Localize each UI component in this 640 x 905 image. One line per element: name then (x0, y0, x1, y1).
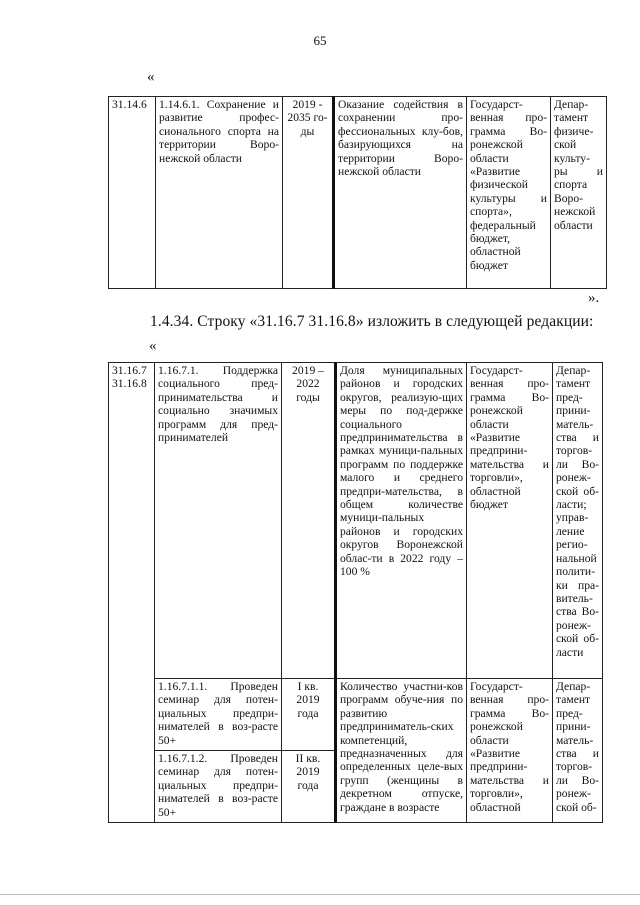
amendment-heading: 1.4.34. Строку «31.16.7 31.16.8» изложить в следующей редакции: (150, 313, 594, 330)
cell-funding-source: Государст-венная про-грамма Во-ронежской области «Развитие физической культуры и спорта», федеральный бюджет, областной бюджет (467, 97, 551, 289)
cell-subactivity-2-name: 1.16.7.1.2. Проведен семинар для потен-циальных предпри-нимателей в воз-расте 50+ (155, 751, 282, 823)
cell-executor: Депар-тамент физиче-ской культу-ры и спорта Воро-нежской области (551, 97, 607, 289)
table-row-31-16-7 (108, 362, 603, 823)
code-31-16-8: 31.16.8 (112, 377, 147, 391)
cell-codes (109, 363, 155, 823)
table-row-31-14-6 (108, 96, 607, 289)
cell-period: 2019 - 2035 го-ды (283, 97, 334, 289)
cell-subactivity-1-period: I кв. 2019 года (282, 679, 336, 751)
code-31-16-7: 31.16.7 (112, 364, 147, 377)
cell-description: Оказание содействия в сохранении про-фессиональных клу-бов, базирующихся на территории Воро-нежской области (334, 97, 467, 289)
cell-sub-executor: Депар-тамент пред-прини-матель-ства и торгов-ли Во-ронеж-ской об- (553, 679, 603, 823)
cell-activity-name: 1.14.6.1. Сохранение и развитие профес-сионального спорта на территории Воро-нежской области (156, 97, 283, 289)
cell-sub-description: Количество участни-ков программ обуче-ния по развитию предприниматель-ских компетенций, предназначенных для определенных целе-вых групп (женщины в декретном отпуске, граждане в возрасте (336, 679, 467, 823)
cell-sub-funding-source: Государст-венная про-грамма Во-ронежской области «Развитие предприни-мательства и торговли», областной (467, 679, 553, 823)
page-bottom-edge (0, 894, 640, 895)
cell-description: Доля муниципальных районов и городских округов, реализую-щих меры по под-держке социального предпринимательства в рамках муници-пальных программ по поддержке малого и среднего предпри-мательства, в общем количестве муници-пальных районов и городских округов Воронежской облас-ти в 2022 году – 100 % (336, 363, 467, 679)
cell-executor: Депар-тамент пред-прини-матель-ства и торгов-ли Во-ронеж-ской об-ласти; управ-ление регио-нальной полити-ки пра-витель-ства Во-ронеж-ской об-ласти (553, 363, 603, 679)
cell-funding-source: Государст-венная про-грамма Во-ронежской области «Развитие предприни-мательства и торговли», областной бюджет (467, 363, 553, 679)
cell-activity-name: 1.16.7.1. Поддержка социального пред-принимательства и социально значимых программ для пред-принимателей (155, 363, 282, 679)
cell-period: 2019 – 2022 годы (282, 363, 336, 679)
cell-subactivity-1-name: 1.16.7.1.1. Проведен семинар для потен-циальных предпри-нимателей в воз-расте 50+ (155, 679, 282, 751)
cell-code: 31.14.6 (109, 97, 156, 289)
page-number: 65 (313, 33, 327, 48)
opening-quote-1: « (147, 69, 155, 85)
cell-subactivity-2-period: II кв. 2019 года (282, 751, 336, 823)
opening-quote-2: « (149, 338, 157, 354)
closing-quote: ». (588, 290, 600, 306)
